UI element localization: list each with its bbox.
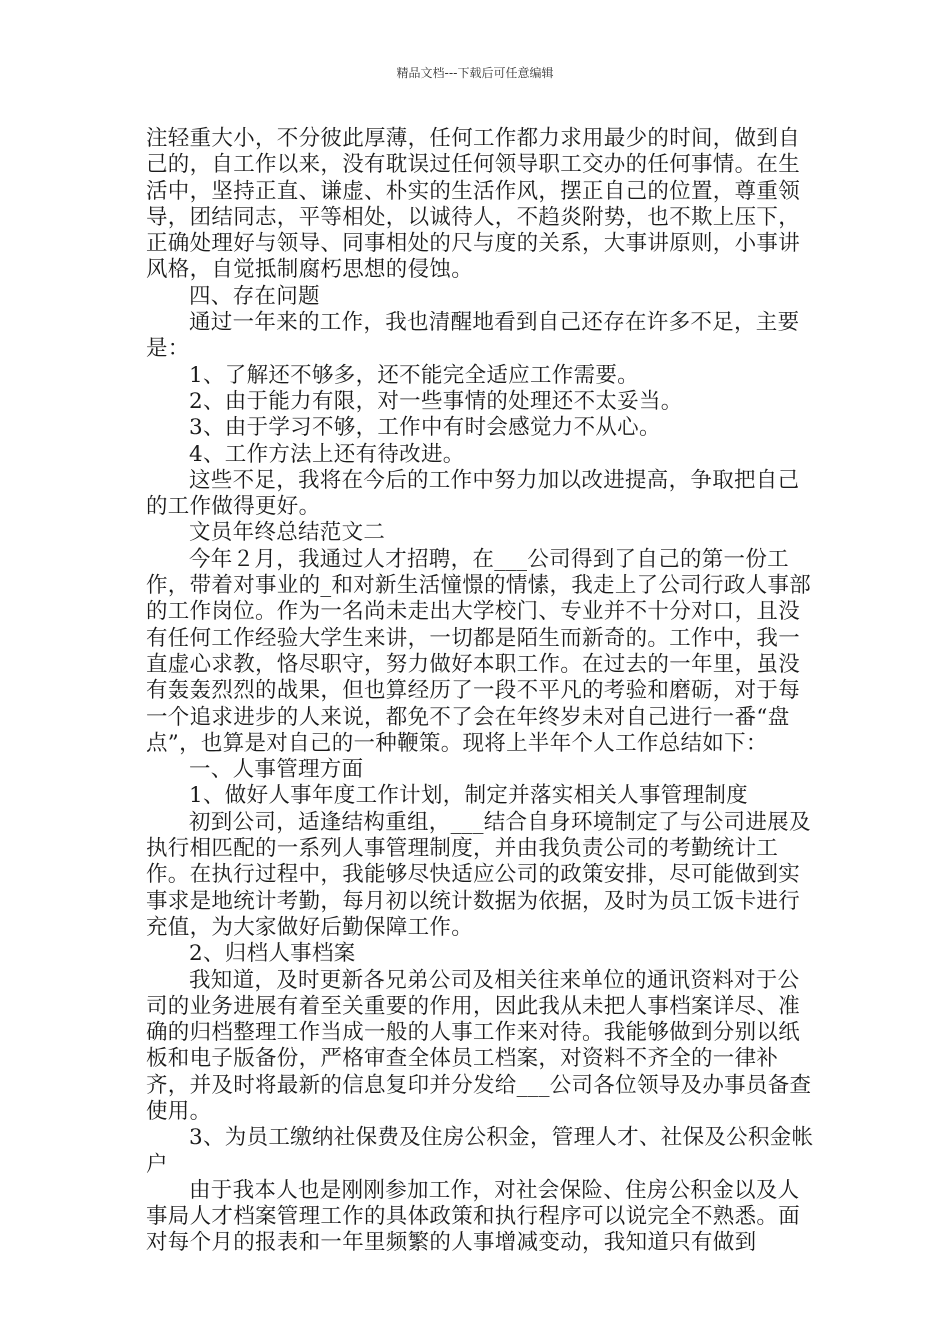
list-item: 3、由于学习不够，工作中有时会感觉力不从心。 [189, 415, 661, 441]
article-title: 文员年终总结范文二 [189, 520, 386, 546]
list-item: 1、了解还不够多，还不能完全适应工作需要。 [189, 362, 639, 388]
paragraph: 初到公司，适逢结构重组，___结合自身环境制定了与公司进展及执行相匹配的一系列人事管理制度，并由我负责公司的考勤统计工作。在执行过程中，我能够尽快适应公司的政策安排，尽可能做到实事求是地统计考勤，每月初以统计数据为依据，及时为员工饭卡进行充值，为大家做好后勤保障工作。 [146, 809, 811, 940]
paragraph: 通过一年来的工作，我也清醒地看到自己还存在许多不足，主要是： [146, 310, 800, 362]
paragraph: 由于我本人也是刚刚参加工作，对社会保险、住房公积金以及人事局人才档案管理工作的具体政策和执行程序可以说完全不熟悉。面对每个月的报表和一年里频繁的人事增减变动，我知道只有做到 [146, 1177, 801, 1256]
document-body [146, 126, 814, 1257]
subsection-heading: 1、做好人事年度工作计划，制定并落实相关人事管理制度 [189, 783, 748, 809]
paragraph: 我知道，及时更新各兄弟公司及相关往来单位的通讯资料对于公司的业务进展有着至关重要的作用，因此我从未把人事档案详尽、准确的归档整理工作当成一般的人事工作来对待。我能够做到分别以纸板和电子版备份，严格审查全体员工档案，对资料不齐全的一律补齐，并及时将最新的信息复印并分发给___公司各位领导及办事员备查使用。 [146, 967, 812, 1124]
subsection-heading: 3、为员工缴纳社保费及住房公积金，管理人才、社保及公积金帐户 [146, 1125, 814, 1177]
subsection-heading: 2、归档人事档案 [189, 941, 356, 967]
list-item: 4、工作方法上还有待改进。 [189, 441, 465, 467]
section-heading-problems: 四、存在问题 [189, 283, 320, 309]
list-item: 2、由于能力有限，对一些事情的处理还不太妥当。 [189, 388, 683, 414]
section-heading-personnel: 一、人事管理方面 [189, 757, 364, 783]
paragraph-continuation: 注轻重大小，不分彼此厚薄，任何工作都力求用最少的时间，做到自己的，自工作以来，没有耽误过任何领导职工交办的任何事情。在生活中，坚持正直、谦虚、朴实的生活作风，摆正自己的位置，尊重领导，团结同志，平等相处，以诚待人，不趋炎附势，也不欺上压下，正确处理好与领导、同事相处的尺与度的关系，大事讲原则，小事讲风格，自觉抵制腐朽思想的侵蚀。 [146, 126, 801, 283]
page-header: 精品文档---下载后可任意编辑 [396, 66, 554, 80]
paragraph: 今年２月，我通过人才招聘，在___公司得到了自己的第一份工作，带着对事业的_和对新生活憧憬的情愫，我走上了公司行政人事部的工作岗位。作为一名尚未走出大学校门、专业并不十分对口，且没有任何工作经验大学生来讲，一切都是陌生而新奇的。工作中，我一直虚心求教，恪尽职守，努力做好本职工作。在过去的一年里，虽没有轰轰烈烈的战果，但也算经历了一段不平凡的考验和磨砺，对于每一个追求进步的人来说，都免不了会在年终岁未对自己进行一番“盘点”，也算是对自己的一种鞭策。现将上半年个人工作总结如下： [146, 546, 812, 756]
paragraph: 这些不足，我将在今后的工作中努力加以改进提高，争取把自己的工作做得更好。 [146, 467, 800, 520]
